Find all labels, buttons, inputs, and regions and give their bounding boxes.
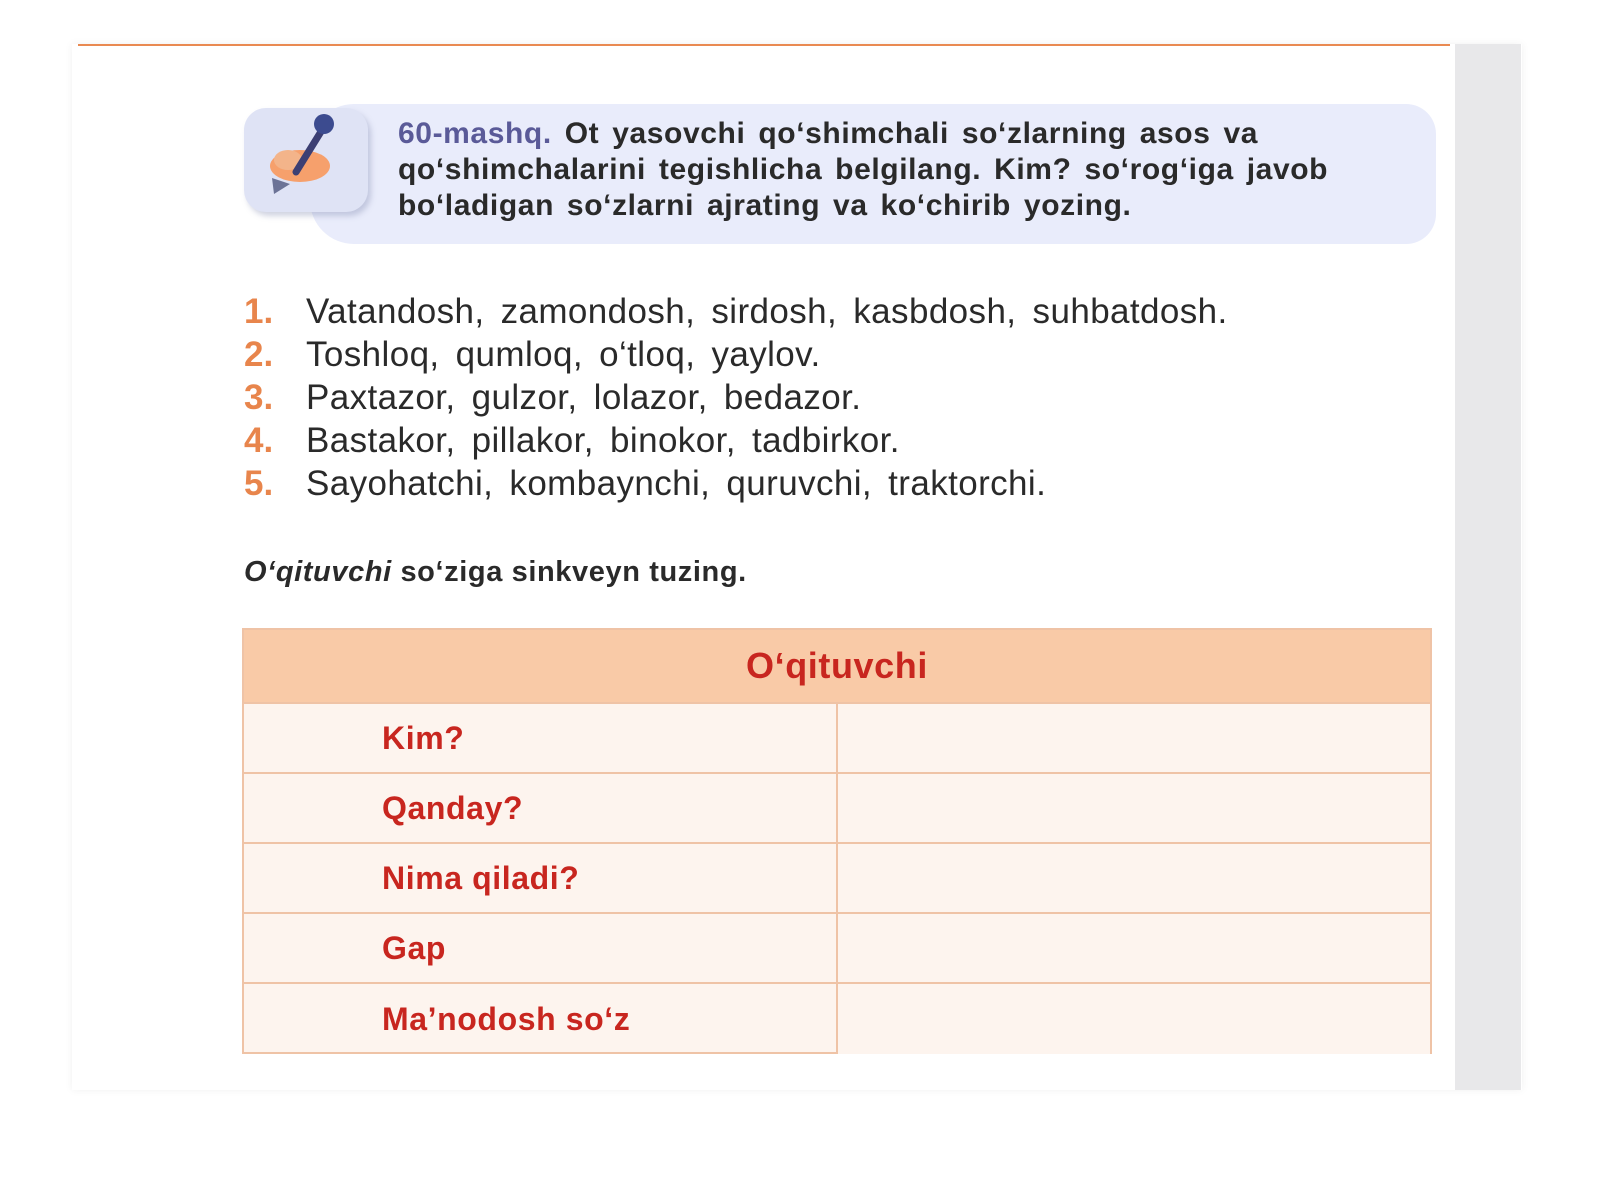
- sinkveyn-table: [242, 628, 1432, 1054]
- top-rule: [78, 44, 1450, 46]
- list-item: [244, 462, 1228, 505]
- answer-cell[interactable]: [838, 984, 1430, 1054]
- list-text: Sayohatchi, kombaynchi, quruvchi, traktorchi.: [306, 464, 1047, 503]
- list-text: Paxtazor, gulzor, lolazor, bedazor.: [306, 378, 862, 417]
- exercise-text: Ot yasovchi qo‘shimchali so‘zlarning asos va qo‘shimchalarini tegishlicha belgilang. Kim? so‘rog‘iga javob bo‘ladigan so‘zlarni ajrating va ko‘chirib yozing.: [398, 117, 1329, 222]
- table-row: [244, 844, 1430, 914]
- sinkveyn-instruction: [244, 556, 747, 589]
- table-title: O‘qituvchi: [244, 630, 1430, 704]
- page-side-strip: [1455, 44, 1521, 1090]
- table-row: [244, 704, 1430, 774]
- list-text: Vatandosh, zamondosh, sirdosh, kasbdosh, suhbatdosh.: [306, 292, 1228, 331]
- exercise-number: 60-mashq.: [398, 117, 552, 150]
- table-row: [244, 914, 1430, 984]
- row-label: Gap: [244, 914, 838, 982]
- sinkveyn-word: O‘qituvchi: [244, 556, 392, 588]
- list-item: [244, 376, 1228, 419]
- table-row: [244, 774, 1430, 844]
- word-list: [244, 290, 1228, 505]
- answer-cell[interactable]: [838, 704, 1430, 772]
- list-item: [244, 290, 1228, 333]
- exercise-instruction: [398, 116, 1408, 224]
- list-number: 3.: [244, 378, 274, 417]
- list-number: 2.: [244, 335, 274, 374]
- sinkveyn-text: so‘ziga sinkveyn tuzing.: [391, 556, 747, 588]
- list-number: 1.: [244, 292, 274, 331]
- list-text: Bastakor, pillakor, binokor, tadbirkor.: [306, 421, 900, 460]
- pencil-hand-icon: [244, 108, 368, 212]
- list-item: [244, 419, 1228, 462]
- answer-cell[interactable]: [838, 774, 1430, 842]
- answer-cell[interactable]: [838, 914, 1430, 982]
- list-number: 4.: [244, 421, 274, 460]
- row-label: Kim?: [244, 704, 838, 772]
- row-label: Nima qiladi?: [244, 844, 838, 912]
- list-number: 5.: [244, 464, 274, 503]
- answer-cell[interactable]: [838, 844, 1430, 912]
- row-label: Ma’nodosh so‘z: [244, 984, 838, 1054]
- list-item: [244, 333, 1228, 376]
- row-label: Qanday?: [244, 774, 838, 842]
- table-row: [244, 984, 1430, 1054]
- list-text: Toshloq, qumloq, o‘tloq, yaylov.: [306, 335, 821, 374]
